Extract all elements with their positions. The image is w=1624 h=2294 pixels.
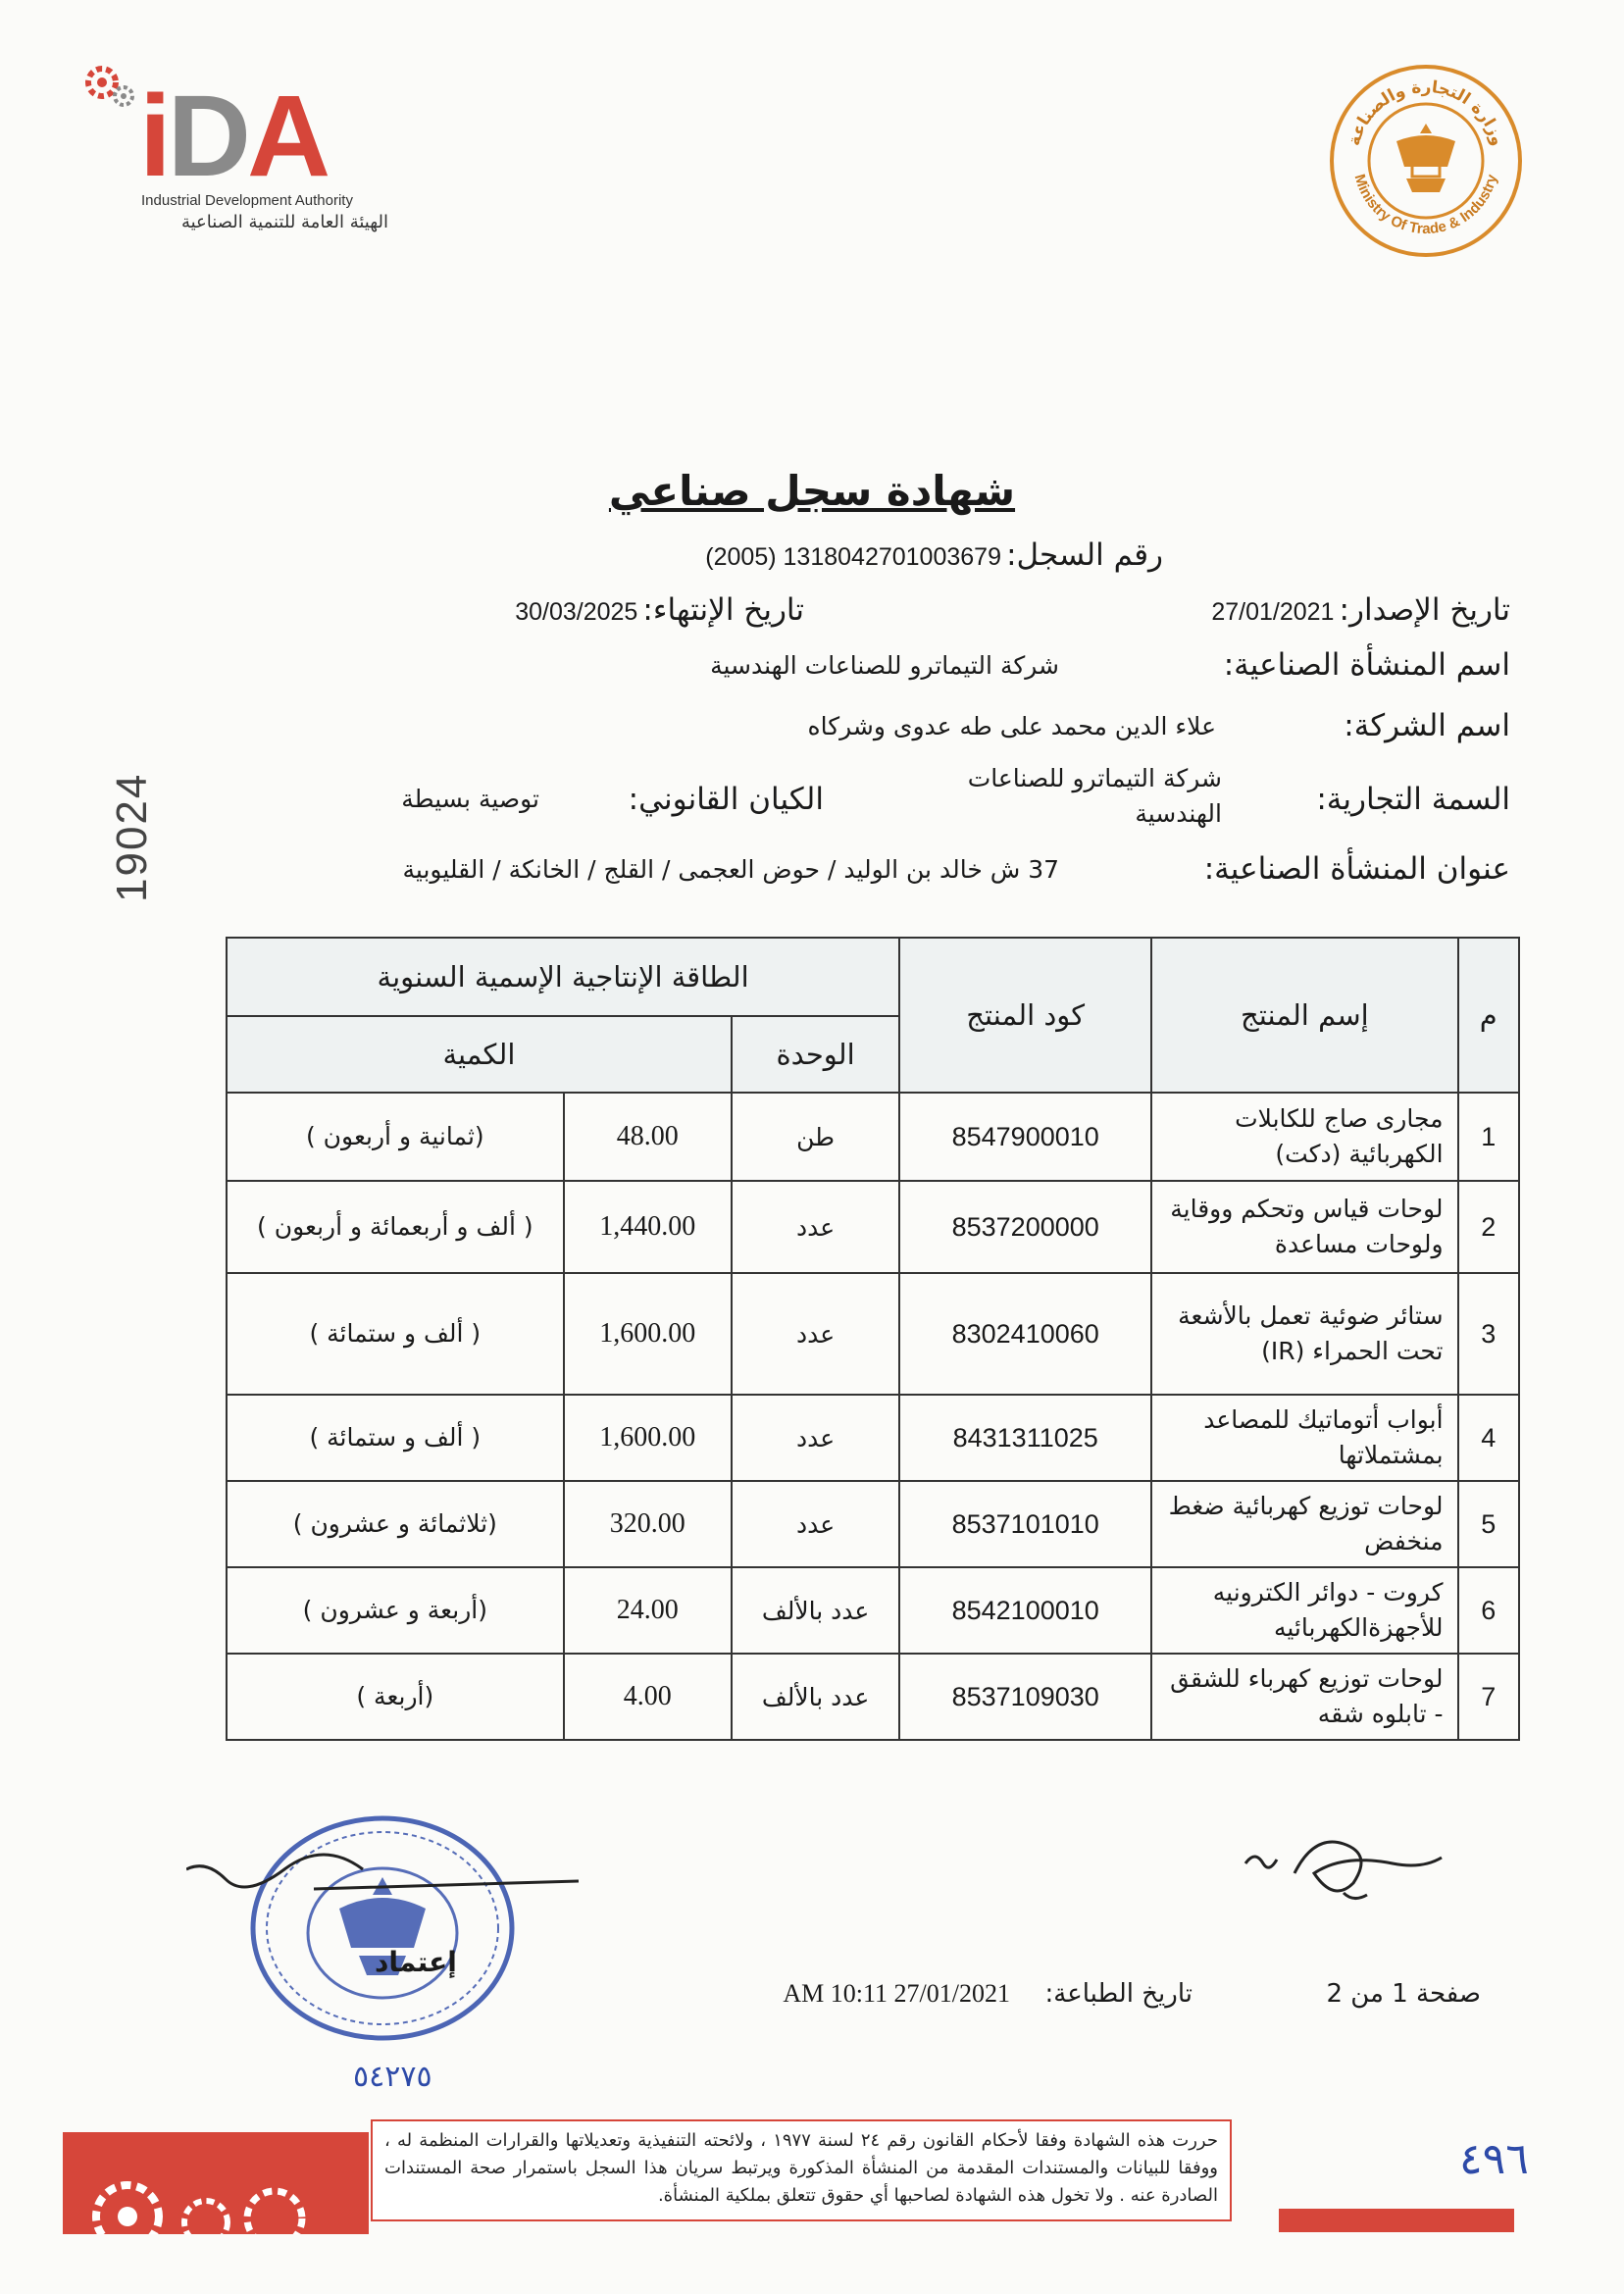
legal-entity-label: الكيان القانوني: — [628, 782, 824, 817]
row-index: 6 — [1458, 1567, 1519, 1654]
row-unit: عدد — [732, 1481, 899, 1567]
issue-date-value: 27/01/2021 — [1211, 598, 1335, 626]
row-product-code: 8537101010 — [899, 1481, 1151, 1567]
row-quantity-words: (أربعة ) — [227, 1654, 564, 1740]
row-quantity: 1,440.00 — [564, 1181, 732, 1273]
approval-label: إعتماد — [375, 1946, 457, 1978]
header-product-name: إسم المنتج — [1151, 938, 1457, 1093]
row-unit: عدد بالألف — [732, 1567, 899, 1654]
ida-name-ar: الهيئة العامة للتنمية الصناعية — [180, 212, 388, 232]
row-unit: عدد بالألف — [732, 1654, 899, 1740]
ministry-name-ar: وزارة التجارة والصناعة — [1344, 76, 1508, 148]
company-name-label: اسم الشركة: — [1344, 708, 1510, 743]
registration-row — [549, 537, 1163, 573]
official-stamp-icon — [186, 1791, 579, 2046]
row-index: 5 — [1458, 1481, 1519, 1567]
side-document-number: 19024 — [108, 772, 156, 902]
row-product-name: لوحات قياس وتحكم ووقاية ولوحات مساعدة — [1151, 1181, 1457, 1273]
row-product-code: 8547900010 — [899, 1093, 1151, 1181]
row-index: 4 — [1458, 1395, 1519, 1481]
stamp-number: ٥٤٢٧٥ — [353, 2060, 432, 2094]
products-table — [226, 937, 1520, 1741]
registration-label: رقم السجل: — [1006, 537, 1163, 573]
print-date-label: تاريخ الطباعة: — [1044, 1979, 1193, 2009]
issue-date-label: تاريخ الإصدار: — [1339, 592, 1510, 628]
header-index: م — [1458, 938, 1519, 1093]
row-product-code: 8542100010 — [899, 1567, 1151, 1654]
row-product-name: كروت - دوائر الكترونيه للأجهزةالكهربائيه — [1151, 1567, 1457, 1654]
print-date-value: AM 10:11 27/01/2021 — [783, 1979, 1010, 2008]
company-name-value: علاء الدين محمد على طه عدوى وشركاه — [807, 712, 1216, 740]
header-capacity: الطاقة الإنتاجية الإسمية السنوية — [227, 938, 899, 1016]
row-index: 3 — [1458, 1273, 1519, 1395]
header-quantity: الكمية — [227, 1016, 732, 1093]
table-row — [227, 1567, 1519, 1654]
row-quantity-words: (ثلاثمائة و عشرون ) — [227, 1481, 564, 1567]
row-product-name: لوحات توزيع كهرباء للشقق - تابلوه شقه — [1151, 1654, 1457, 1740]
header-unit: الوحدة — [732, 1016, 899, 1093]
row-quantity: 1,600.00 — [564, 1395, 732, 1481]
certificate-title: شهادة سجل صناعي — [608, 467, 1016, 515]
row-quantity-words: ( ألف و ستمائة ) — [227, 1273, 564, 1395]
expiry-date-value: 30/03/2025 — [515, 598, 638, 626]
row-quantity: 320.00 — [564, 1481, 732, 1567]
table-row — [227, 1395, 1519, 1481]
row-product-name: ستائر ضوئية تعمل بالأشعة تحت الحمراء (IR) — [1151, 1273, 1457, 1395]
row-quantity: 4.00 — [564, 1654, 732, 1740]
signature-icon — [1236, 1805, 1471, 1922]
legal-notice-text: حررت هذه الشهادة وفقا لأحكام القانون رقم ٢٤ لسنة ١٩٧٧ ، ولائحته التنفيذية وتعديلاتها والقرارات المنظمة له ، ووفقا للبيانات والمستندات المقدمة من المنشأة المذكورة ويرتبط سريان هذا السجل باستمرار صحة المستندات الصادرة عنه . ولا تخول هذه الشهادة لصاحبها أي حقوق تتعلق بملكية المنشأة. — [384, 2130, 1218, 2206]
row-quantity-words: ( ألف و أربعمائة و أربعون ) — [227, 1181, 564, 1273]
footer-band-right — [1279, 2209, 1514, 2232]
table-row — [227, 1481, 1519, 1567]
row-index: 7 — [1458, 1654, 1519, 1740]
address-label: عنوان المنشأة الصناعية: — [1203, 851, 1510, 887]
header-product-code: كود المنتج — [899, 938, 1151, 1093]
row-index: 2 — [1458, 1181, 1519, 1273]
row-unit: طن — [732, 1093, 899, 1181]
row-quantity-words: (أربعة و عشرون ) — [227, 1567, 564, 1654]
table-row — [227, 1273, 1519, 1395]
row-unit: عدد — [732, 1395, 899, 1481]
row-product-code: 8537200000 — [899, 1181, 1151, 1273]
row-product-code: 8431311025 — [899, 1395, 1151, 1481]
issue-date-row — [1098, 592, 1510, 628]
row-quantity-words: (ثمانية و أربعون ) — [227, 1093, 564, 1181]
row-quantity: 24.00 — [564, 1567, 732, 1654]
ida-wordmark: iDA — [139, 72, 328, 201]
handwritten-number: ٤٩٦ — [1459, 2134, 1529, 2184]
row-product-name: أبواب أتوماتيك للمصاعد بمشتملاتها — [1151, 1395, 1457, 1481]
trade-name-label: السمة التجارية: — [1316, 782, 1510, 817]
table-row — [227, 1181, 1519, 1273]
row-product-name: لوحات توزيع كهربائية ضغط منخفض — [1151, 1481, 1457, 1567]
expiry-date-label: تاريخ الإنتهاء: — [642, 592, 804, 628]
table-row — [227, 1654, 1519, 1740]
ida-logo — [80, 61, 394, 237]
facility-name-label: اسم المنشأة الصناعية: — [1223, 647, 1510, 683]
ministry-seal-icon — [1328, 63, 1524, 259]
registration-number: 1318042701003679 (2005) — [705, 543, 1001, 571]
table-row — [227, 1093, 1519, 1181]
row-unit: عدد — [732, 1181, 899, 1273]
row-quantity: 48.00 — [564, 1093, 732, 1181]
row-quantity-words: ( ألف و ستمائة ) — [227, 1395, 564, 1481]
row-index: 1 — [1458, 1093, 1519, 1181]
trade-name-value: شركة التيماترو للصناعات الهندسية — [967, 764, 1222, 829]
row-product-code: 8302410060 — [899, 1273, 1151, 1395]
facility-name-value: شركة التيماترو للصناعات الهندسية — [710, 651, 1059, 680]
legal-entity-value: توصية بسيطة — [401, 785, 539, 813]
row-product-name: مجارى صاج للكابلات الكهربائية (دكت) — [1151, 1093, 1457, 1181]
row-quantity: 1,600.00 — [564, 1273, 732, 1395]
row-product-code: 8537109030 — [899, 1654, 1151, 1740]
page-number: صفحة 1 من 2 — [1326, 1979, 1481, 2009]
footer-gears-icon — [88, 2158, 324, 2234]
expiry-date-row — [392, 592, 804, 628]
legal-notice-box — [371, 2119, 1232, 2221]
ida-name-en: Industrial Development Authority — [141, 192, 353, 209]
address-value: 37 ش خالد بن الوليد / حوض العجمى / القلج / الخانكة / القليوبية — [402, 855, 1059, 884]
row-unit: عدد — [732, 1273, 899, 1395]
ministry-name-en: Ministry Of Trade & Industry — [1350, 172, 1501, 238]
